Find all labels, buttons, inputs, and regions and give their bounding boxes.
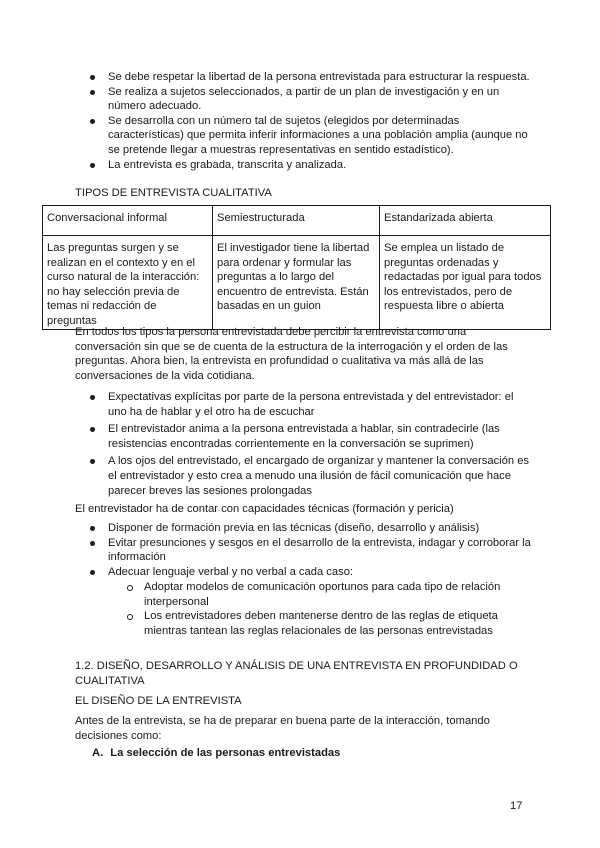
list-item: El entrevistador anima a la persona entrevistada a hablar, sin contradecirle (las resistencias encontradas corrientemente en la conversación se suprimen) xyxy=(92,422,532,451)
list-item: Disponer de formación previa en las técnicas (diseño, desarrollo y análisis) xyxy=(92,521,532,536)
page-number: 17 xyxy=(510,800,523,812)
list-item: La entrevista es grabada, transcrita y analizada. xyxy=(92,158,532,173)
table-header: Estandarizada abierta xyxy=(380,206,551,236)
item-letter: A. xyxy=(92,747,104,759)
table-header: Semiestructurada xyxy=(213,206,380,236)
communication-sublist xyxy=(128,580,528,638)
list-item: Se realiza a sujetos seleccionados, a partir de un plan de investigación y en un número adecuado. xyxy=(92,85,532,114)
list-item: Los entrevistadores deben mantenerse dentro de las reglas de etiqueta mientras tantean las reglas relacionales de las personas entrevistadas xyxy=(128,609,528,638)
paragraph: El entrevistador ha de contar con capacidades técnicas (formación y pericia) xyxy=(75,503,454,515)
circle-bullet-icon xyxy=(127,585,133,591)
section-heading: 1.2. DISEÑO, DESARROLLO Y ANÁLISIS DE UNA ENTREVISTA EN PROFUNDIDAD O CUALITATIVA xyxy=(75,660,518,687)
skills-list xyxy=(92,521,532,579)
characteristics-list xyxy=(92,70,532,172)
bullet-icon xyxy=(90,541,95,546)
list-item: Expectativas explícitas por parte de la persona entrevistada y del entrevistador: el uno ha de hablar y el otro ha de escuchar xyxy=(92,390,532,419)
bullet-icon xyxy=(90,570,95,575)
bullet-icon xyxy=(90,163,95,168)
list-item: A los ojos del entrevistado, el encargado de organizar y mantener la conversación es el entrevistador y esto crea a menudo una ilusión de fácil comunicación que hace parecer breves las sesiones prolongadas xyxy=(92,454,532,498)
subheading: EL DISEÑO DE LA ENTREVISTA xyxy=(75,695,242,707)
list-item: Se desarrolla con un número tal de sujetos (elegidos por determinadas características) que permita inferir informaciones a una población amplia (aunque no se pretende llegar a muestras representativas en sentido estadístico). xyxy=(92,114,532,158)
lettered-item xyxy=(92,746,340,761)
types-heading: TIPOS DE ENTREVISTA CUALITATIVA xyxy=(75,187,272,199)
circle-bullet-icon xyxy=(127,614,133,620)
table-cell: El investigador tiene la libertad para ordenar y formular las preguntas a lo largo del encuentro de entrevista. Están basadas en un guion xyxy=(213,236,380,330)
list-item: Adoptar modelos de comunicación oportunos para cada tipo de relación interpersonal xyxy=(128,580,528,609)
bullet-icon xyxy=(90,395,95,400)
paragraph: En todos los tipos la persona entrevistada debe percibir la entrevista como una conversación sin que se de cuenta de la estructura de la interrogación y el orden de las preguntas. Ahora bien, la entrevista en profundidad o cualitativa va más allá de las conversaciones de la vida cotidiana. xyxy=(75,326,508,382)
table-header-row xyxy=(43,206,551,236)
bullet-icon xyxy=(90,90,95,95)
table-cell: Se emplea un listado de preguntas ordenadas y redactadas por igual para todos los entrevistados, pero de respuesta libre o abierta xyxy=(380,236,551,330)
item-text: La selección de las personas entrevistadas xyxy=(110,747,341,759)
bullet-icon xyxy=(90,459,95,464)
paragraph: Antes de la entrevista, se ha de preparar en buena parte de la interacción, tomando decisiones como: xyxy=(75,715,490,742)
table-header: Conversacional informal xyxy=(43,206,213,236)
bullet-icon xyxy=(90,526,95,531)
table-cell: Las preguntas surgen y se realizan en el contexto y en el curso natural de la interacción: no hay selección previa de temas ni redacción de preguntas xyxy=(43,236,213,330)
interview-types-table xyxy=(42,205,551,330)
table-row xyxy=(43,236,551,330)
bullet-icon xyxy=(90,427,95,432)
list-item: Evitar presunciones y sesgos en el desarrollo de la entrevista, indagar y corroborar la información xyxy=(92,536,532,565)
bullet-icon xyxy=(90,119,95,124)
bullet-icon xyxy=(90,75,95,80)
expectations-list xyxy=(92,390,532,498)
list-item: Adecuar lenguaje verbal y no verbal a cada caso: xyxy=(92,565,532,580)
list-item: Se debe respetar la libertad de la persona entrevistada para estructurar la respuesta. xyxy=(92,70,532,85)
